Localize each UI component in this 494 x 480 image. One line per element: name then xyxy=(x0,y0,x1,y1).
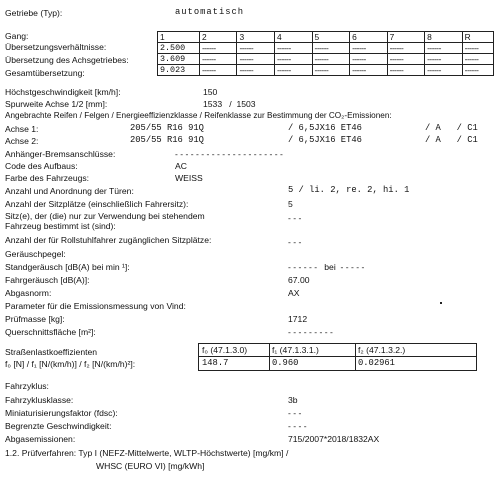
gear-8: 8 xyxy=(425,32,463,43)
achse2-label: Achse 2: xyxy=(5,136,39,146)
achsgetriebe-label: Übersetzung des Achsgetriebes: xyxy=(5,55,129,65)
dash-cell: ------ xyxy=(199,54,237,65)
pruefmasse-label: Prüfmasse [kg]: xyxy=(5,314,65,324)
achse1-felge: / 6,5JX16 ET46 xyxy=(288,123,362,133)
achse2-felge: / 6,5JX16 ET46 xyxy=(288,135,362,145)
abgasnorm-label: Abgasnorm: xyxy=(5,288,52,298)
dash-cell: ------ xyxy=(312,65,350,76)
tueren-value: 5 / li. 2, re. 2, hi. 1 xyxy=(288,185,410,195)
getriebe-value: automatisch xyxy=(175,7,245,17)
gear-3: 3 xyxy=(237,32,275,43)
fahr-label: Fahrgeräusch [dB(A)]: xyxy=(5,275,90,285)
stehend-label: Fahrzeug bestimmt ist (sind): xyxy=(5,221,116,231)
gear-2: 2 xyxy=(199,32,237,43)
dash-cell: ------ xyxy=(275,65,313,76)
parameter-heading: Parameter für die Emissionsmessung von Vind: xyxy=(5,301,186,311)
fahr-value: 67.00 xyxy=(288,275,310,285)
sitzplaetze-label: Anzahl der Sitzplätze (einschließlich Fahrersitz): xyxy=(5,199,189,209)
gesamt-label: Gesamtübersetzung: xyxy=(5,68,85,78)
gear-6: 6 xyxy=(350,32,388,43)
dash-cell: ------ xyxy=(312,43,350,54)
coeff-value-f2: 0.02961 xyxy=(358,358,395,368)
aufbau-value: AC xyxy=(175,161,187,171)
querschnitt-value: - - - - - - - - - xyxy=(288,327,333,337)
fahrzyklusklasse-value: 3b xyxy=(288,395,298,405)
pruefverfahren-line: 1.2. Prüfverfahren: Typ I (NEFZ-Mittelwerte, WLTP-Höchstwerte) [mg/km] / xyxy=(5,448,289,458)
anhaenger-value: - - - - - - - - - - - - - - - - - - - - - xyxy=(175,149,283,159)
begrenzte-value: - - - - xyxy=(288,421,307,431)
dash-cell: ------ xyxy=(425,54,463,65)
geraeusch-heading: Geräuschpegel: xyxy=(5,249,66,259)
achse1-reifen: 205/55 R16 91Q xyxy=(130,123,204,133)
dash-cell: ------ xyxy=(387,65,425,76)
dash-cell: ------ xyxy=(350,43,388,54)
achse1-label: Achse 1: xyxy=(5,124,39,134)
dash-cell: ------ xyxy=(312,54,350,65)
table-row xyxy=(158,54,494,65)
achse2-reifen: 205/55 R16 91Q xyxy=(130,135,204,145)
abgasemissionen-value: 715/2007*2018/1832AX xyxy=(288,434,380,444)
dash-cell: ------ xyxy=(237,54,275,65)
axle-ratio-value: 3.609 xyxy=(158,54,200,65)
stand-label: Standgeräusch [dB(A) bei min ¹]: xyxy=(5,262,130,272)
dash-cell: ------ xyxy=(275,43,313,54)
pruefmasse-value: 1712 xyxy=(288,314,308,324)
gear-table xyxy=(157,31,494,76)
querschnitt-label: Querschnittsfläche [m²]: xyxy=(5,327,96,337)
koeff-units-label: f₀ [N] / f₁ [N/(km/h)] / f₂ [N/(km/h)²]: xyxy=(5,359,136,369)
farbe-value: WEISS xyxy=(175,173,203,183)
total-ratio-value: 9.023 xyxy=(158,65,200,76)
reifen-header: Angebrachte Reifen / Felgen / Energieeffizienzklasse / Reifenklasse zur Bestimmung der CO₂-Emissionen: xyxy=(5,111,392,120)
whsc-line: WHSC (EURO VI) [mg/kWh] xyxy=(96,461,205,471)
dash-cell: ------ xyxy=(350,54,388,65)
miniatur-value: - - - xyxy=(288,408,302,418)
uebersetzung-label: Übersetzungsverhältnisse: xyxy=(5,42,107,52)
anhaenger-label: Anhänger-Bremsanschlüsse: xyxy=(5,149,116,159)
stehend-line1: Sitz(e), der (die) nur zur Verwendung bei stehendem xyxy=(5,211,205,221)
achse2-klasse: / A / C1 xyxy=(425,135,478,145)
gang-label: Gang: xyxy=(5,31,29,41)
abgasnorm-value: AX xyxy=(288,288,300,298)
gear-header-row xyxy=(158,32,494,43)
abgasemissionen-label: Abgasemissionen: xyxy=(5,434,76,444)
gear-1: 1 xyxy=(158,32,200,43)
dash-cell: ------ xyxy=(462,65,493,76)
tueren-label: Anzahl und Anordnung der Türen: xyxy=(5,186,134,196)
coeff-header-f2: f₂ (47.1.3.2.) xyxy=(358,345,406,355)
dash-cell: ------ xyxy=(199,43,237,54)
sitzplaetze-value: 5 xyxy=(288,199,293,209)
gear-5: 5 xyxy=(312,32,350,43)
begrenzte-label: Begrenzte Geschwindigkeit: xyxy=(5,421,112,431)
dash-cell: ------ xyxy=(387,43,425,54)
dash-cell: ------ xyxy=(237,65,275,76)
hoechst-value: 150 xyxy=(203,87,218,97)
dash-cell: ------ xyxy=(387,54,425,65)
coeff-value-f0: 148.7 xyxy=(202,358,229,368)
aufbau-label: Code des Aufbaus: xyxy=(5,161,78,171)
dash-cell: ------ xyxy=(462,43,493,54)
hoechst-label: Höchstgeschwindigkeit [km/h]: xyxy=(5,87,121,97)
dash-cell: ------ xyxy=(350,65,388,76)
coeff-header-f0: f₀ (47.1.3.0) xyxy=(202,345,248,355)
stand-value: - - - - - - bei - - - - - xyxy=(288,262,365,272)
dash-cell: ------ xyxy=(462,54,493,65)
rollstuhl-label: Anzahl der für Rollstuhlfahrer zugänglichen Sitzplätze: xyxy=(5,235,212,245)
gear-r: R xyxy=(462,32,493,43)
coeff-row-divider xyxy=(199,356,476,357)
strassenlast-label: Straßenlastkoeffizienten xyxy=(5,347,98,357)
rollstuhl-value: - - - xyxy=(288,237,302,247)
getriebe-label: Getriebe (Typ): xyxy=(5,8,63,18)
achse1-klasse: / A / C1 xyxy=(425,123,478,133)
spur-label: Spurweite Achse 1/2 [mm]: xyxy=(5,99,108,109)
dash-cell: ------ xyxy=(425,65,463,76)
speck-mark xyxy=(440,302,442,304)
fahrzyklus-heading: Fahrzyklus: xyxy=(5,381,49,391)
spur-value: 1533 / 1503 xyxy=(203,99,256,109)
coeff-value-f1: 0.960 xyxy=(272,358,299,368)
dash-cell: ------ xyxy=(275,54,313,65)
dash-cell: ------ xyxy=(425,43,463,54)
gear-4: 4 xyxy=(275,32,313,43)
stehend-value: - - - xyxy=(288,213,302,223)
gear-7: 7 xyxy=(387,32,425,43)
coeff-header-f1: f₁ (47.1.3.1.) xyxy=(272,345,319,355)
farbe-label: Farbe des Fahrzeugs: xyxy=(5,173,90,183)
dash-cell: ------ xyxy=(199,65,237,76)
coeff-table xyxy=(198,343,477,371)
miniatur-label: Miniaturisierungsfaktor (fdsc): xyxy=(5,408,118,418)
table-row xyxy=(158,65,494,76)
fahrzyklusklasse-label: Fahrzyklusklasse: xyxy=(5,395,74,405)
dash-cell: ------ xyxy=(237,43,275,54)
ratio-value: 2.500 xyxy=(158,43,200,54)
table-row xyxy=(158,43,494,54)
